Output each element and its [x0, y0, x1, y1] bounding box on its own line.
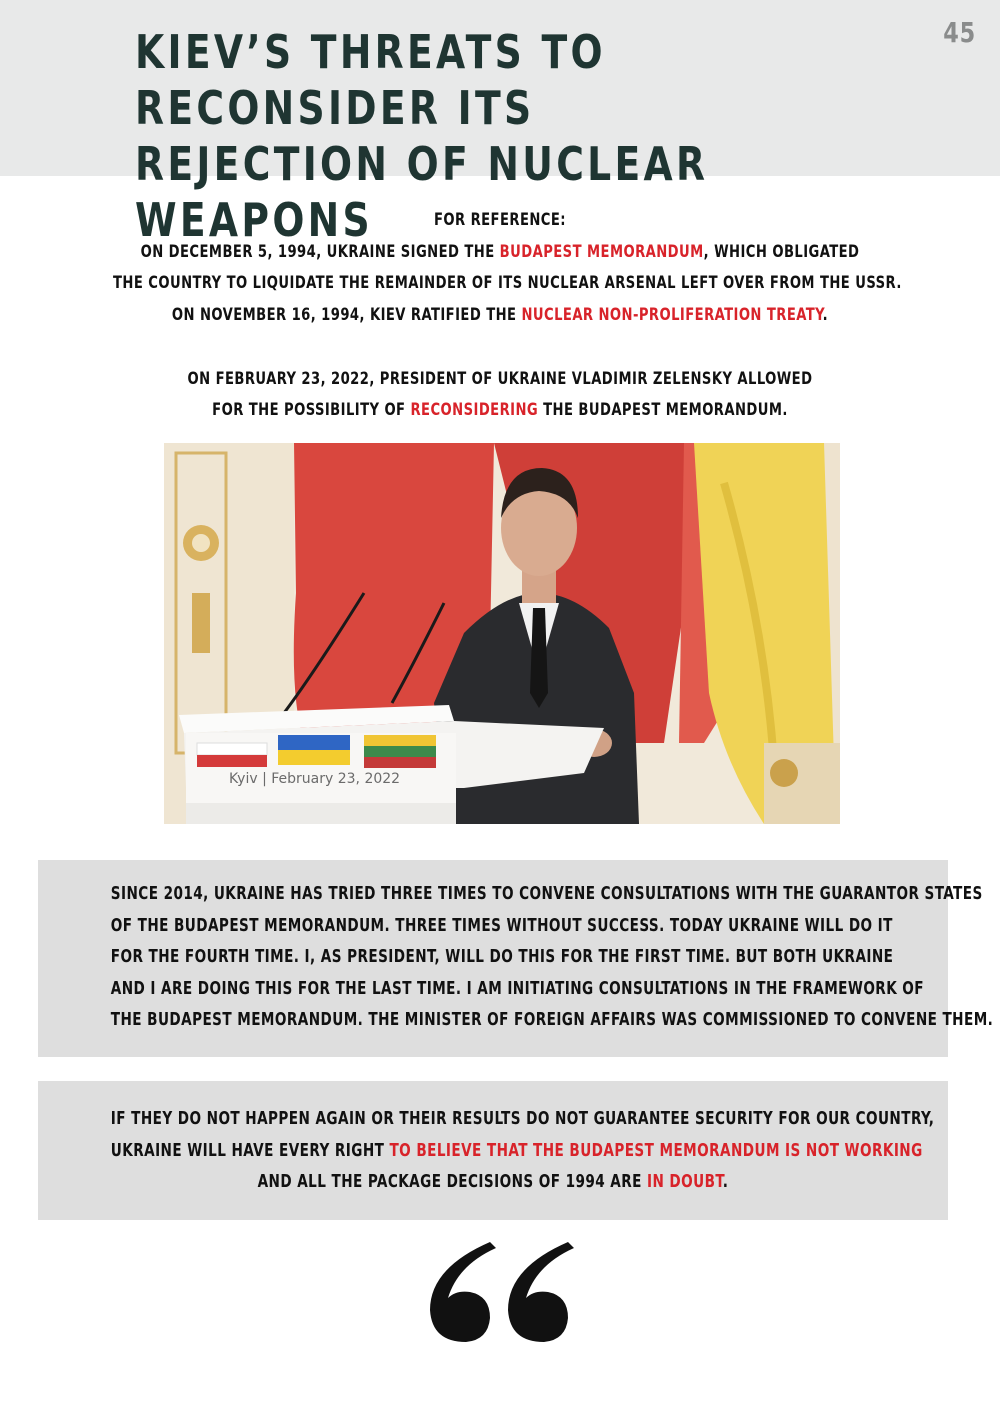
statement-line: FOR THE POSSIBILITY OF RECONSIDERING THE BUDAPEST MEMORANDUM.	[212, 400, 788, 420]
podium-caption: Kyiv | February 23, 2022	[229, 771, 401, 787]
statement-line: ON FEBRUARY 23, 2022, PRESIDENT OF UKRAINE VLADIMIR ZELENSKY ALLOWED	[187, 369, 813, 389]
page-number: 45	[943, 16, 976, 49]
reference-line: ON DECEMBER 5, 1994, UKRAINE SIGNED THE BUDAPEST MEMORANDUM, WHICH OBLIGATED	[140, 241, 860, 262]
not-working-highlight: TO BELIEVE THAT THE BUDAPEST MEMORANDUM IS NOT WORKING	[389, 1139, 923, 1161]
title-line-2: REJECTION OF NUCLEAR WEAPONS	[135, 137, 709, 247]
quote-text	[38, 878, 994, 1036]
quote-line: IF THEY DO NOT HAPPEN AGAIN OR THEIR RESULTS DO NOT GUARANTEE SECURITY FOR OUR COUNTRY,	[110, 1108, 935, 1129]
in-doubt-highlight: IN DOUBT	[646, 1171, 723, 1192]
quote-box-2	[38, 1081, 948, 1220]
reference-line: ON NOVEMBER 16, 1994, KIEV RATIFIED THE NUCLEAR NON-PROLIFERATION TREATY.	[171, 304, 829, 325]
opening-quote-icon	[428, 1240, 578, 1350]
quote-line: OF THE BUDAPEST MEMORANDUM. THREE TIMES WITHOUT SUCCESS. TODAY UKRAINE WILL DO IT	[110, 914, 893, 936]
reconsidering-highlight: RECONSIDERING	[410, 400, 539, 420]
reference-line: THE COUNTRY TO LIQUIDATE THE REMAINDER OF ITS NUCLEAR ARSENAL LEFT OVER FROM THE USSR.	[113, 273, 902, 293]
zelensky-photo	[164, 443, 840, 824]
quote-line: THE BUDAPEST MEMORANDUM. THE MINISTER OF FOREIGN AFFAIRS WAS COMMISSIONED TO CONVENE THEM.	[110, 1009, 994, 1030]
quote-line: UKRAINE WILL HAVE EVERY RIGHT TO BELIEVE THAT THE BUDAPEST MEMORANDUM IS NOT WORKING	[110, 1139, 923, 1161]
quote-line: AND ALL THE PACKAGE DECISIONS OF 1994 ARE IN DOUBT.	[257, 1171, 729, 1192]
budapest-memorandum-highlight: BUDAPEST MEMORANDUM	[499, 241, 704, 262]
quote-line: AND I ARE DOING THIS FOR THE LAST TIME. I AM INITIATING CONSULTATIONS IN THE FRAMEWORK OF	[110, 977, 925, 999]
photo-illustration	[164, 443, 840, 824]
quote-line: FOR THE FOURTH TIME. I, AS PRESIDENT, WILL DO THIS FOR THE FIRST TIME. BUT BOTH UKRAINE	[110, 946, 894, 967]
zelensky-statement	[50, 364, 950, 426]
title-line-1: KIEV’S THREATS TO RECONSIDER ITS	[135, 25, 606, 135]
quote-text	[38, 1103, 948, 1198]
quote-line: SINCE 2014, UKRAINE HAS TRIED THREE TIMES TO CONVENE CONSULTATIONS WITH THE GUARANTOR STATES	[110, 883, 983, 904]
quote-box-1	[38, 860, 994, 1057]
reference-note	[50, 205, 950, 331]
npt-highlight: NUCLEAR NON-PROLIFERATION TREATY	[521, 304, 823, 325]
reference-heading: FOR REFERENCE:	[433, 210, 567, 230]
